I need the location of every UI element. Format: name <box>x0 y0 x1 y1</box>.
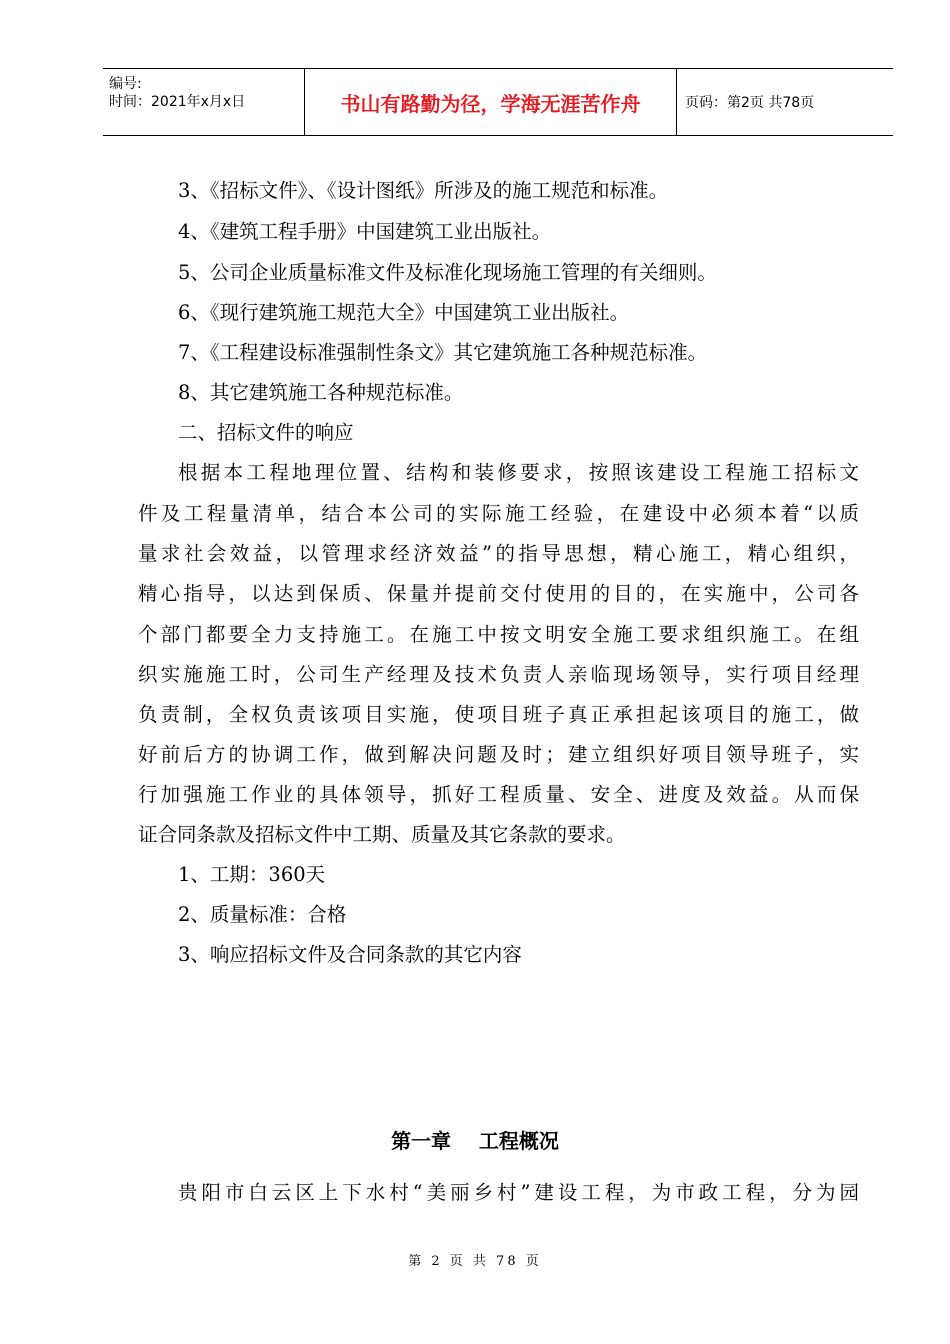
list-item: 7、《工程建设标准强制性条文》其它建筑施工各种规范标准。 <box>178 341 708 364</box>
paragraph-line: 件及工程量清单，结合本公司的实际施工经验，在建设中必须本着“以质 <box>138 502 859 525</box>
chapter-title: 第一章 工程概况 <box>391 1129 559 1153</box>
list-item: 1、工期：360天 <box>178 863 326 886</box>
header-meta <box>103 69 305 135</box>
paragraph-line: 好前后方的协调工作，做到解决问题及时；建立组织好项目领导班子，实 <box>138 743 859 766</box>
list-item: 5、公司企业质量标准文件及标准化现场施工管理的有关细则。 <box>178 261 717 284</box>
paragraph-line: 负责制，全权负责该项目实施，使项目班子真正承担起该项目的施工，做 <box>138 703 859 726</box>
paragraph-line: 精心指导，以达到保质、保量并提前交付使用的目的，在实施中，公司各 <box>138 582 859 605</box>
list-item: 3、响应招标文件及合同条款的其它内容 <box>178 943 522 966</box>
paragraph-line: 量求社会效益，以管理求经济效益”的指导思想，精心施工，精心组织， <box>138 542 859 565</box>
paragraph-line: 行加强施工作业的具体领导，抓好工程质量、安全、进度及效益。从而保 <box>138 783 859 806</box>
paragraph-line: 证合同条款及招标文件中工期、质量及其它条款的要求。 <box>138 823 626 846</box>
list-item: 6、《现行建筑施工规范大全》中国建筑工业出版社。 <box>178 301 630 324</box>
time-label: 时间：2021年x月x日 <box>109 94 246 110</box>
header-page-code: 页码：第2页 共78页 <box>685 95 815 111</box>
list-item: 2、质量标准：合格 <box>178 903 347 926</box>
paragraph-line: 个部门都要全力支持施工。在施工中按文明安全施工要求组织施工。在组 <box>138 623 859 646</box>
paragraph-line: 贵阳市白云区上下水村“美丽乡村”建设工程，为市政工程，分为园 <box>178 1181 859 1204</box>
paragraph-line: 根据本工程地理位置、结构和装修要求，按照该建设工程施工招标文 <box>178 461 859 484</box>
header-motto: 书山有路勤为径，学海无涯苦作舟 <box>305 69 677 135</box>
page-header <box>103 68 893 136</box>
list-item: 4、《建筑工程手册》中国建筑工业出版社。 <box>178 220 552 243</box>
number-label: 编号: <box>109 76 142 92</box>
list-item: 3、《招标文件》、《设计图纸》所涉及的施工规范和标准。 <box>178 179 669 202</box>
paragraph-line: 织实施施工时，公司生产经理及技术负责人亲临现场领导，实行项目经理 <box>138 663 859 686</box>
list-item: 8、其它建筑施工各种规范标准。 <box>178 381 464 404</box>
page-footer: 第 2 页 共 78 页 <box>408 1254 542 1269</box>
section-heading: 二、招标文件的响应 <box>178 421 354 444</box>
